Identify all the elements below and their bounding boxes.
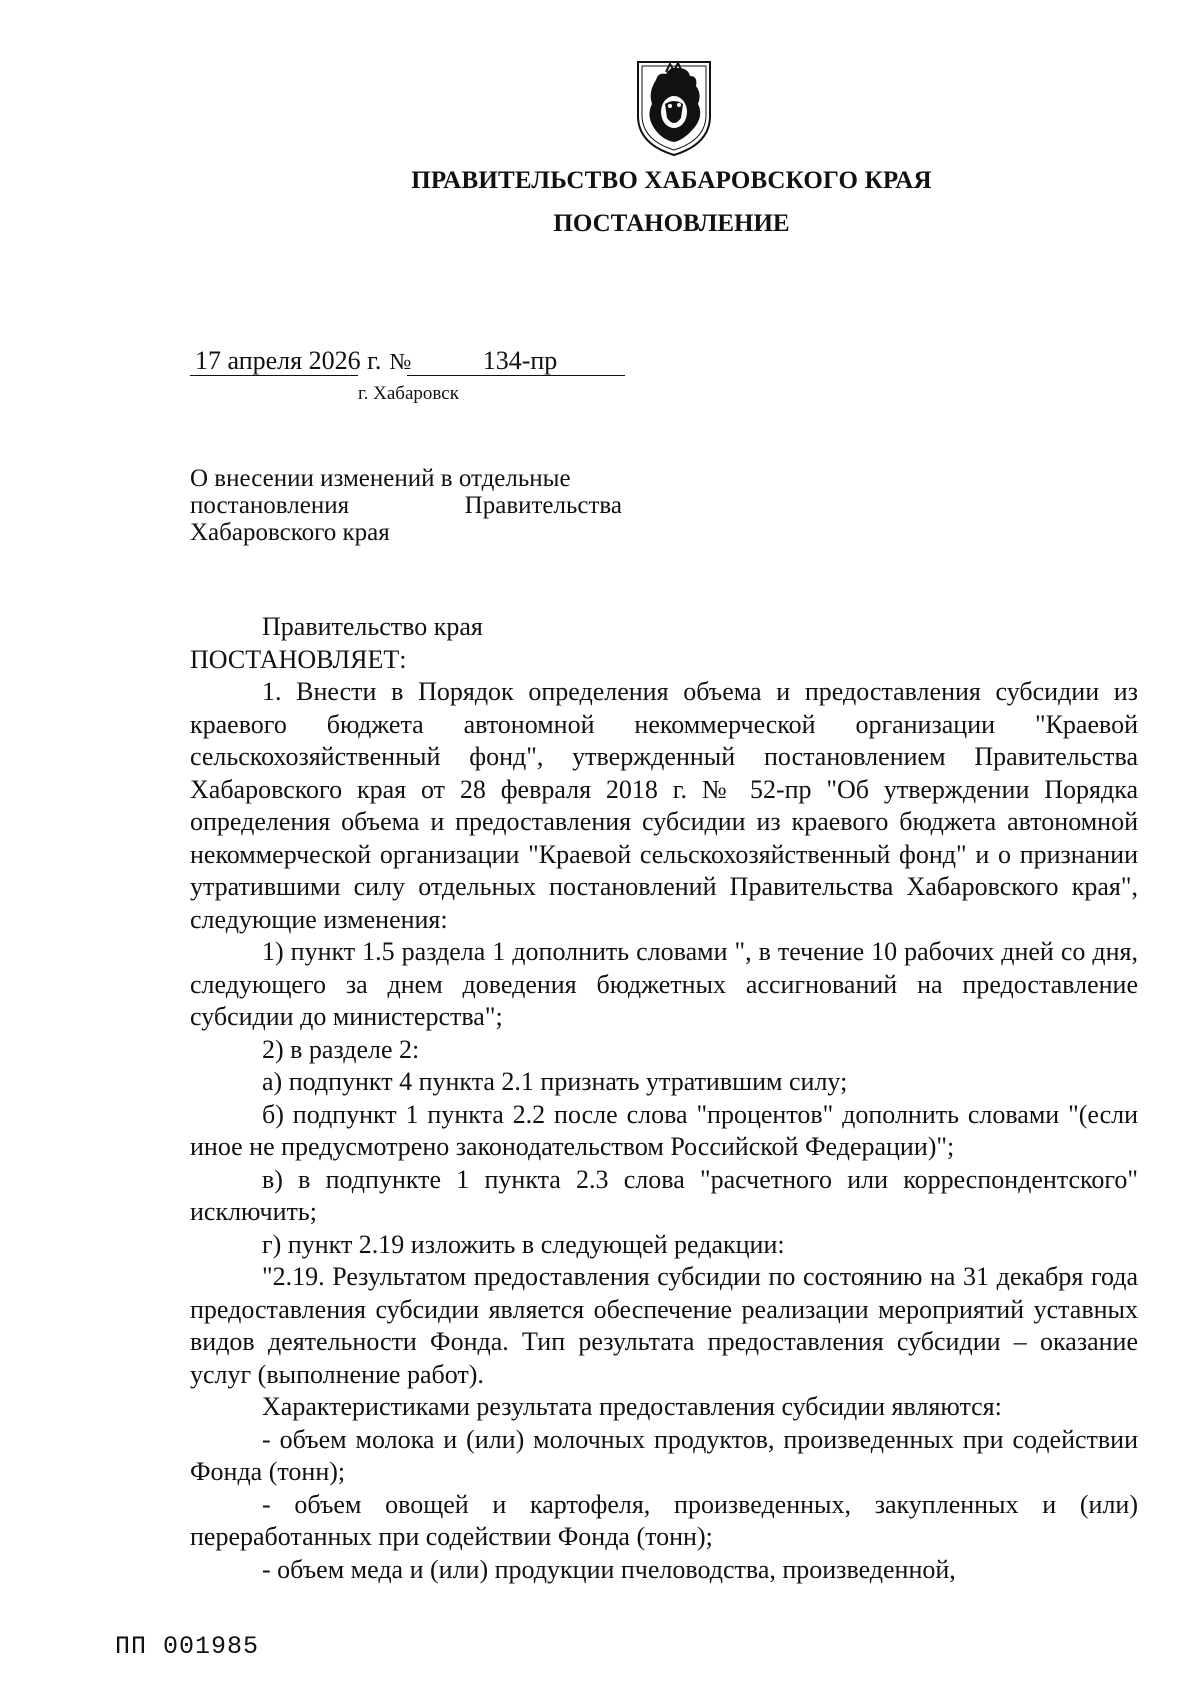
body-paragraph: "2.19. Результатом предоставления субсидии по состоянию на 31 декабря года предоставления субсидии является обеспечение реализации мероприятий уставных видов деятельности Фонда. Тип результата предоставления субсидии – оказание услуг (выполнение работ).	[190, 1262, 1138, 1389]
document-subject	[190, 465, 622, 546]
body-paragraph: 2) в разделе 2:	[262, 1034, 420, 1064]
document-date: 17 апреля 2026 г.	[195, 346, 382, 375]
coat-of-arms-svg	[632, 58, 716, 158]
body-paragraph: а) подпункт 4 пункта 2.1 признать утратившим силу;	[262, 1067, 848, 1096]
body-paragraph: в) в подпункте 1 пункта 2.3 слова "расчетного или корреспондентского" исключить;	[190, 1164, 1138, 1226]
body-paragraph: 1) пункт 1.5 раздела 1 дополнить словами ", в течение 10 рабочих дней со дня, следующего за днем доведения бюджетных ассигнований на предоставление субсидии до министерства";	[190, 937, 1138, 1031]
body-paragraph: Правительство края	[262, 612, 483, 641]
document-body	[190, 611, 1138, 1586]
body-paragraph: 1. Внести в Порядок определения объема и предоставления субсидии из краевого бюджета автономной некоммерческой организации "Краевой сельскохозяйственный фонд", утвержденный постановлением Правительства Хабаровского края от 28 февраля 2018 г. № 52-пр "Об утверждении Порядка определения объема и предоставления субсидии из краевого бюджета автономной некоммерческой организации "Краевой сельскохозяйственный фонд" и о признании утратившими силу отдельных постановлений Правительства Хабаровского края", следующие изменения:	[190, 677, 1138, 934]
document-type-title: ПОСТАНОВЛЕНИЕ	[553, 210, 790, 237]
page-code: ПП 001985	[115, 1632, 260, 1661]
city: г. Хабаровск	[358, 383, 459, 404]
body-paragraph: б) подпункт 1 пункта 2.2 после слова "процентов" дополнить словами "(если иное не предусмотрено законодательством Российской Федерации)";	[190, 1099, 1138, 1161]
body-paragraph: - объем молока и (или) молочных продуктов, произведенных при содействии Фонда (тонн);	[190, 1424, 1138, 1486]
subject-line: О внесении изменений в отдельные	[190, 465, 571, 492]
number-underline	[407, 375, 625, 376]
registration-line	[195, 346, 590, 376]
organization-title: ПРАВИТЕЛЬСТВО ХАБАРОВСКОГО КРАЯ	[411, 167, 932, 194]
document-number: 134-пр	[482, 346, 558, 375]
subject-line: Хабаровского края	[190, 519, 390, 546]
subject-line: постановления Правительства	[190, 492, 622, 519]
khabarovsk-coat-of-arms-icon	[632, 58, 716, 158]
body-paragraph: - объем овощей и картофеля, произведенных, закупленных и (или) переработанных при содействии Фонда (тонн);	[190, 1489, 1138, 1551]
body-paragraph: Характеристиками результата предоставления субсидии являются:	[262, 1392, 1002, 1421]
date-underline	[190, 375, 358, 376]
body-paragraph: г) пункт 2.19 изложить в следующей редакции:	[262, 1229, 785, 1259]
body-paragraph: - объем меда и (или) продукции пчеловодства, произведенной,	[262, 1554, 956, 1584]
body-paragraph: ПОСТАНОВЛЯЕТ:	[190, 644, 407, 674]
number-sign: №	[389, 349, 412, 374]
